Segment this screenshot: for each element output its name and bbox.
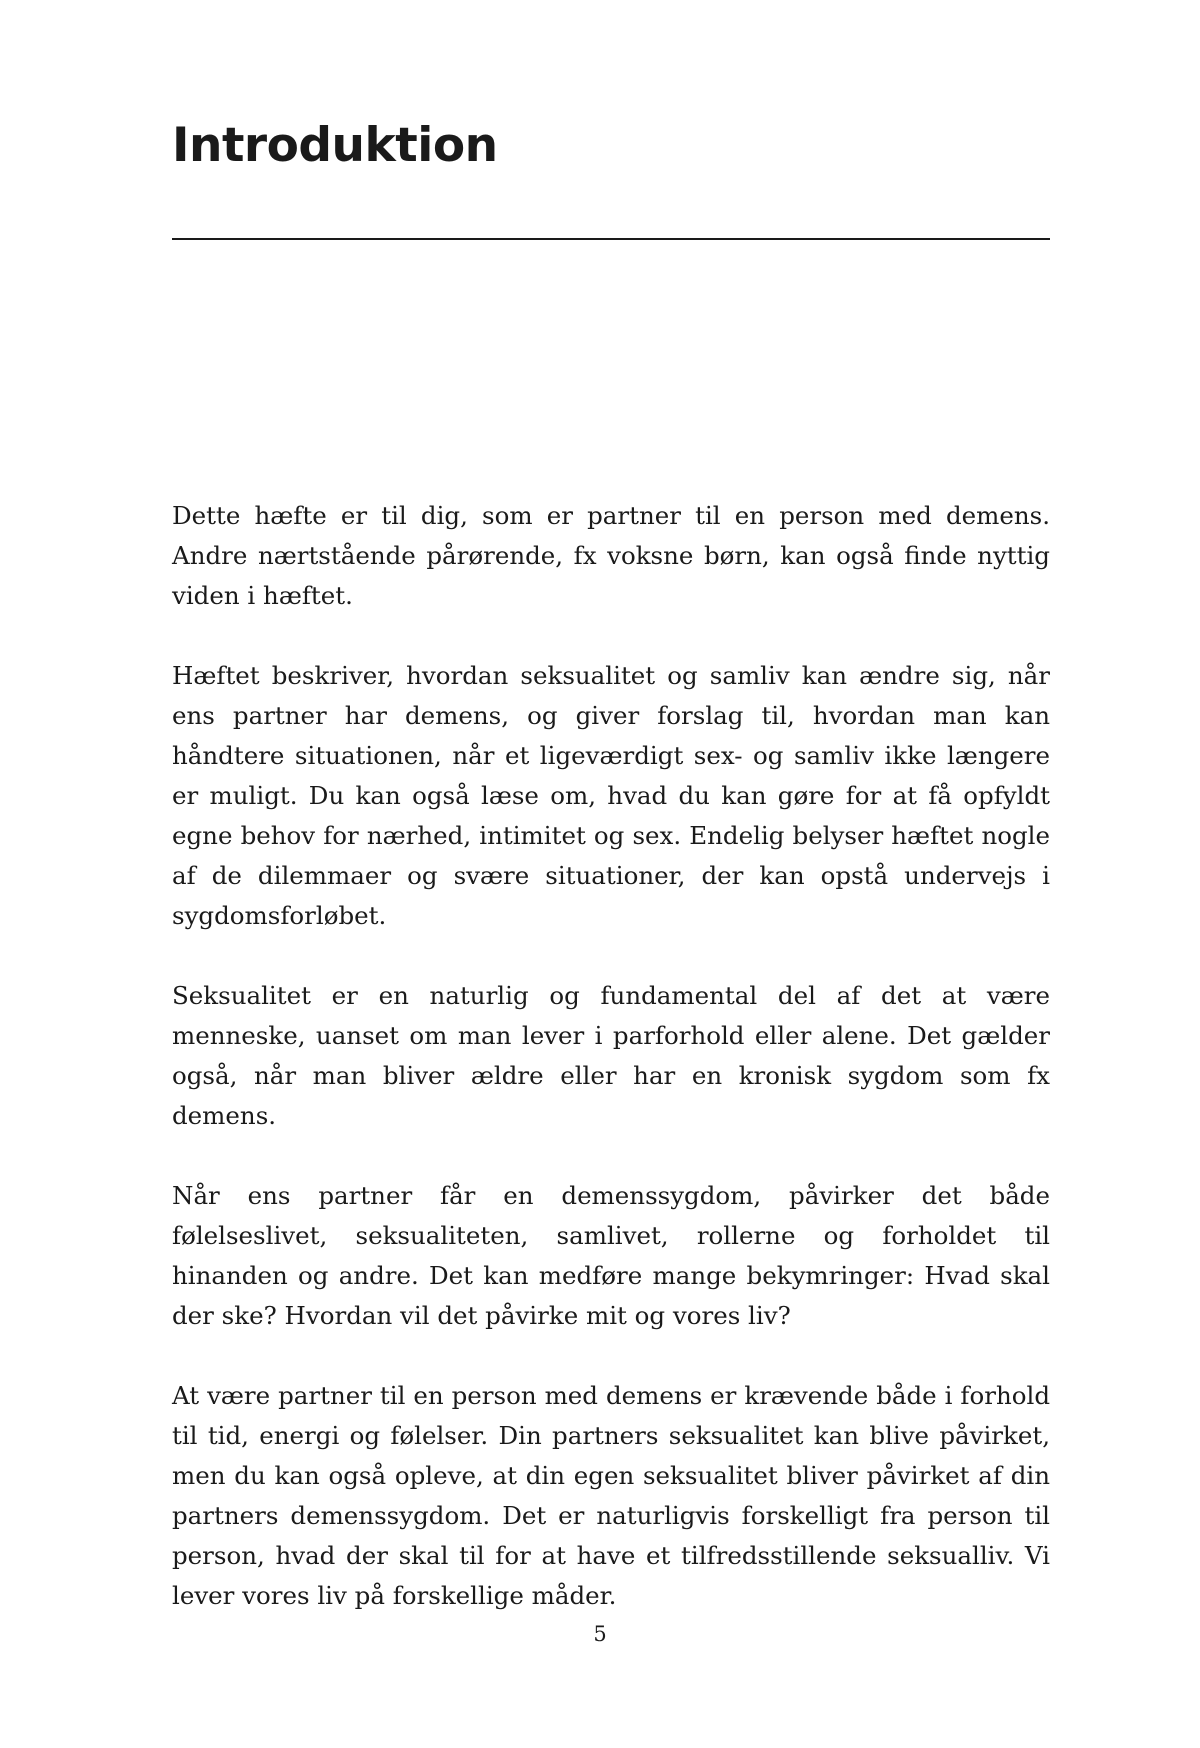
title-divider	[172, 238, 1050, 240]
paragraph-5: At være partner til en person med demens er krævende både i forhold til tid, energi og følelser. Din partners seksualitet kan blive påvirket, men du kan også opleve, at din egen seksualitet bliver påvirket af din partners demenssygdom. Det er naturligvis forskelligt fra person til person, hvad der skal til for at have et tilfredsstillende seksualliv. Vi lever vores liv på forskellige måder.	[172, 1381, 1050, 1610]
page-number: 5	[593, 1622, 607, 1646]
paragraph-4: Når ens partner får en demenssygdom, påvirker det både følelseslivet, seksualiteten, samlivet, rollerne og forholdet til hinanden og andre. Det kan medføre mange bekymringer: Hvad skal der ske? Hvordan vil det påvirke mit og vores liv?	[172, 1181, 1050, 1330]
paragraph-1: Dette hæfte er til dig, som er partner til en person med demens. Andre nærtstående pårørende, fx voksne børn, kan også finde nyttig viden i hæftet.	[172, 501, 1050, 610]
body-text	[172, 496, 1050, 1656]
paragraph-3: Seksualitet er en naturlig og fundamental del af det at være menneske, uanset om man lever i parforhold eller alene. Det gælder også, når man bliver ældre eller har en kronisk sygdom som fx demens.	[172, 981, 1050, 1130]
chapter-title: Introduktion	[172, 118, 498, 173]
paragraph-2: Hæftet beskriver, hvordan seksualitet og samliv kan ændre sig, når ens partner har demens, og giver forslag til, hvordan man kan håndtere situationen, når et ligeværdigt sex- og samliv ikke længere er muligt. Du kan også læse om, hvad du kan gøre for at få opfyldt egne behov for nærhed, intimitet og sex. Endelig belyser hæftet nogle af de dilemmaer og svære situationer, der kan opstå undervejs i sygdomsforløbet.	[172, 661, 1050, 930]
